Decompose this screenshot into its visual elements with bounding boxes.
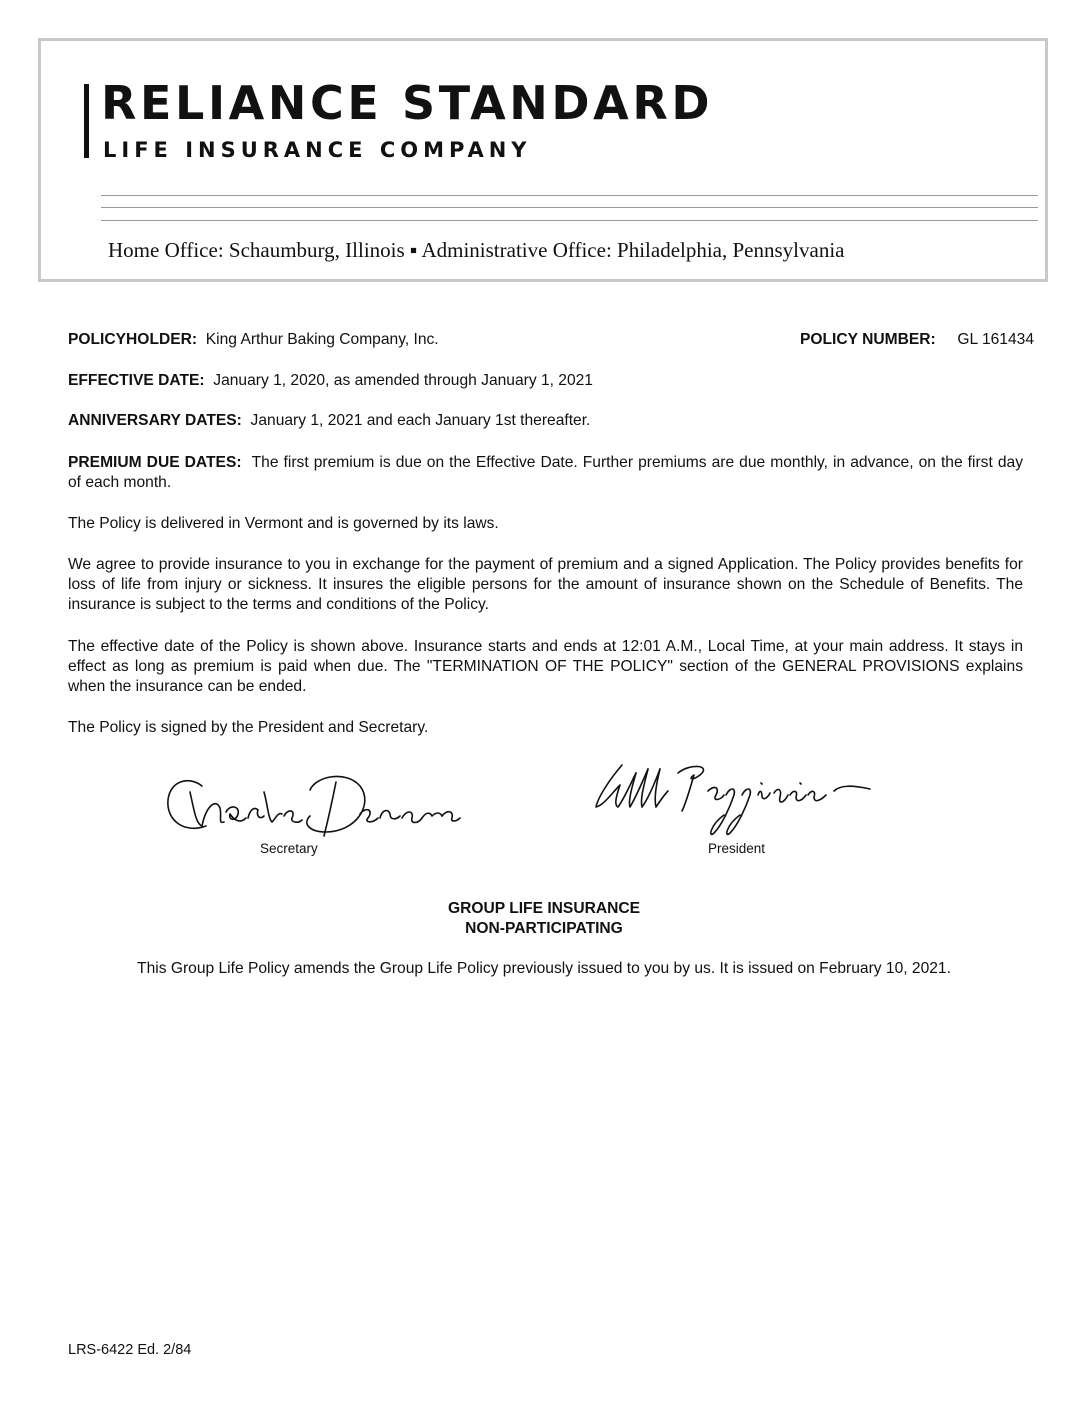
company-subtitle: LIFE INSURANCE COMPANY xyxy=(103,138,532,162)
company-name: RELIANCE STANDARD xyxy=(101,76,714,130)
signed-paragraph: The Policy is signed by the President and Secretary. xyxy=(68,719,429,736)
policy-number-label: POLICY NUMBER: xyxy=(800,331,936,348)
header-rule-3 xyxy=(101,220,1038,221)
form-number: LRS-6422 Ed. 2/84 xyxy=(68,1342,192,1358)
header-rule-1 xyxy=(101,195,1038,196)
effective-date-label: EFFECTIVE DATE: xyxy=(68,372,205,389)
secretary-label: Secretary xyxy=(260,841,318,856)
premium-due-label: PREMIUM DUE DATES: xyxy=(68,454,242,471)
policy-number-line xyxy=(800,330,1034,350)
president-label: President xyxy=(708,841,766,856)
premium-due-value: The first premium is due on the Effective Date. Further premiums are due monthly, in advance, on the first day of each month. xyxy=(68,454,1023,491)
office-locations: Home Office: Schaumburg, Illinois ▪ Administrative Office: Philadelphia, Pennsylvania xyxy=(108,238,845,262)
issued-statement: This Group Life Policy amends the Group Life Policy previously issued to you by us. It is issued on February 10, 2021. xyxy=(137,960,951,977)
effective-paragraph: The effective date of the Policy is shown above. Insurance starts and ends at 12:01 A.M., Local Time, at your main address. It stays in effect as long as premium is paid when due. The "TERMINATION OF THE POLICY" section of the GENERAL PROVISIONS explains when the insurance can be ended. xyxy=(68,638,1023,695)
secretary-signature xyxy=(160,762,470,844)
header-rule-2 xyxy=(101,207,1038,208)
anniversary-label: ANNIVERSARY DATES: xyxy=(68,412,242,429)
premium-due-paragraph xyxy=(68,453,1023,493)
delivered-paragraph: The Policy is delivered in Vermont and is governed by its laws. xyxy=(68,515,499,532)
agreement-paragraph: We agree to provide insurance to you in exchange for the payment of premium and a signed Application. The Policy provides benefits for loss of life from injury or sickness. It insures the eligible persons for the amount of insurance shown on the Schedule of Benefits. The insurance is subject to the terms and conditions of the Policy. xyxy=(68,556,1023,613)
policyholder-value: King Arthur Baking Company, Inc. xyxy=(205,331,439,348)
coverage-heading: GROUP LIFE INSURANCE xyxy=(447,900,641,917)
policy-number-value: GL 161434 xyxy=(957,331,1034,348)
effective-date-line xyxy=(68,371,1023,391)
effective-date-value: January 1, 2020, as amended through January 1, 2021 xyxy=(213,372,593,389)
president-signature xyxy=(590,755,890,845)
logo-bar xyxy=(84,84,89,158)
policyholder-label: POLICYHOLDER: xyxy=(68,331,198,348)
anniversary-line xyxy=(68,411,1023,431)
anniversary-value: January 1, 2021 and each January 1st thereafter. xyxy=(250,412,591,429)
participation-heading: NON-PARTICIPATING xyxy=(465,920,623,937)
